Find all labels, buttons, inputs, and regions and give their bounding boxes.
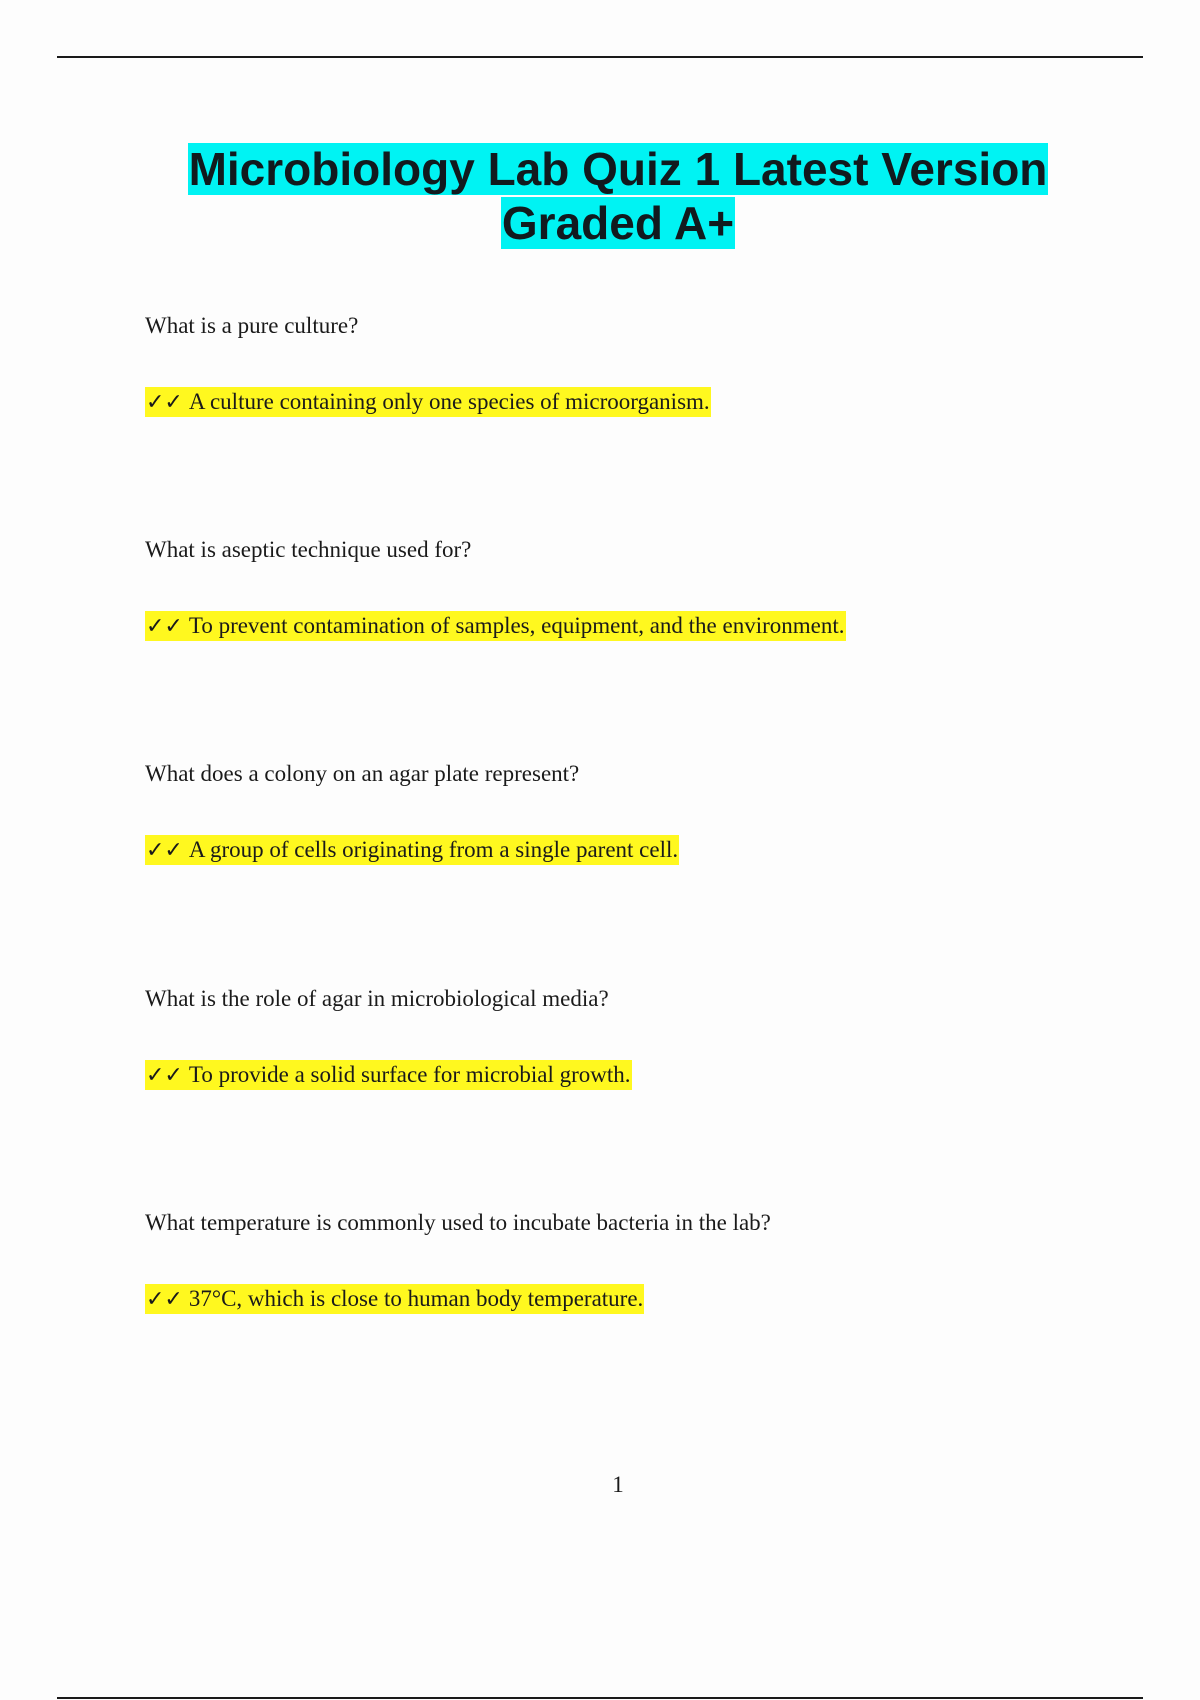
top-rule — [57, 56, 1143, 58]
question-text: What is aseptic technique used for? — [145, 537, 472, 562]
answer — [145, 387, 1145, 418]
qa-item — [145, 535, 1145, 642]
question-text: What is a pure culture? — [145, 313, 359, 338]
document-title — [0, 142, 1200, 250]
answer — [145, 611, 1145, 642]
double-check-icon: ✓✓ — [146, 838, 183, 863]
qa-item — [145, 759, 1145, 866]
answer-highlight — [145, 1284, 644, 1314]
question-text: What does a colony on an agar plate represent? — [145, 761, 580, 786]
qa-item — [145, 984, 1145, 1091]
qa-item — [145, 311, 1145, 418]
title-line-2: Graded A+ — [501, 197, 735, 249]
question-text: What temperature is commonly used to incubate bacteria in the lab? — [145, 1210, 771, 1235]
answer-text: 37°C, which is close to human body temperature. — [188, 1286, 644, 1311]
answer-text: To provide a solid surface for microbial growth. — [188, 1062, 631, 1087]
question-text: What is the role of agar in microbiological media? — [145, 986, 609, 1011]
answer-text: A group of cells originating from a single parent cell. — [188, 837, 679, 862]
answer — [145, 1284, 1145, 1315]
qa-item — [145, 1208, 1145, 1315]
page-number: 1 — [612, 1472, 624, 1497]
answer — [145, 835, 1145, 866]
answer-highlight — [145, 611, 846, 641]
double-check-icon: ✓✓ — [146, 390, 183, 415]
answer-text: A culture containing only one species of microorganism. — [188, 389, 710, 414]
answer-highlight — [145, 1060, 632, 1090]
answer-text: To prevent contamination of samples, equipment, and the environment. — [188, 613, 845, 638]
bottom-rule — [57, 1697, 1143, 1699]
double-check-icon: ✓✓ — [146, 614, 183, 639]
answer-highlight — [145, 387, 711, 417]
double-check-icon: ✓✓ — [146, 1287, 183, 1312]
answer — [145, 1060, 1145, 1091]
answer-highlight — [145, 835, 679, 865]
title-line-1: Microbiology Lab Quiz 1 Latest Version — [188, 143, 1048, 195]
double-check-icon: ✓✓ — [146, 1063, 183, 1088]
